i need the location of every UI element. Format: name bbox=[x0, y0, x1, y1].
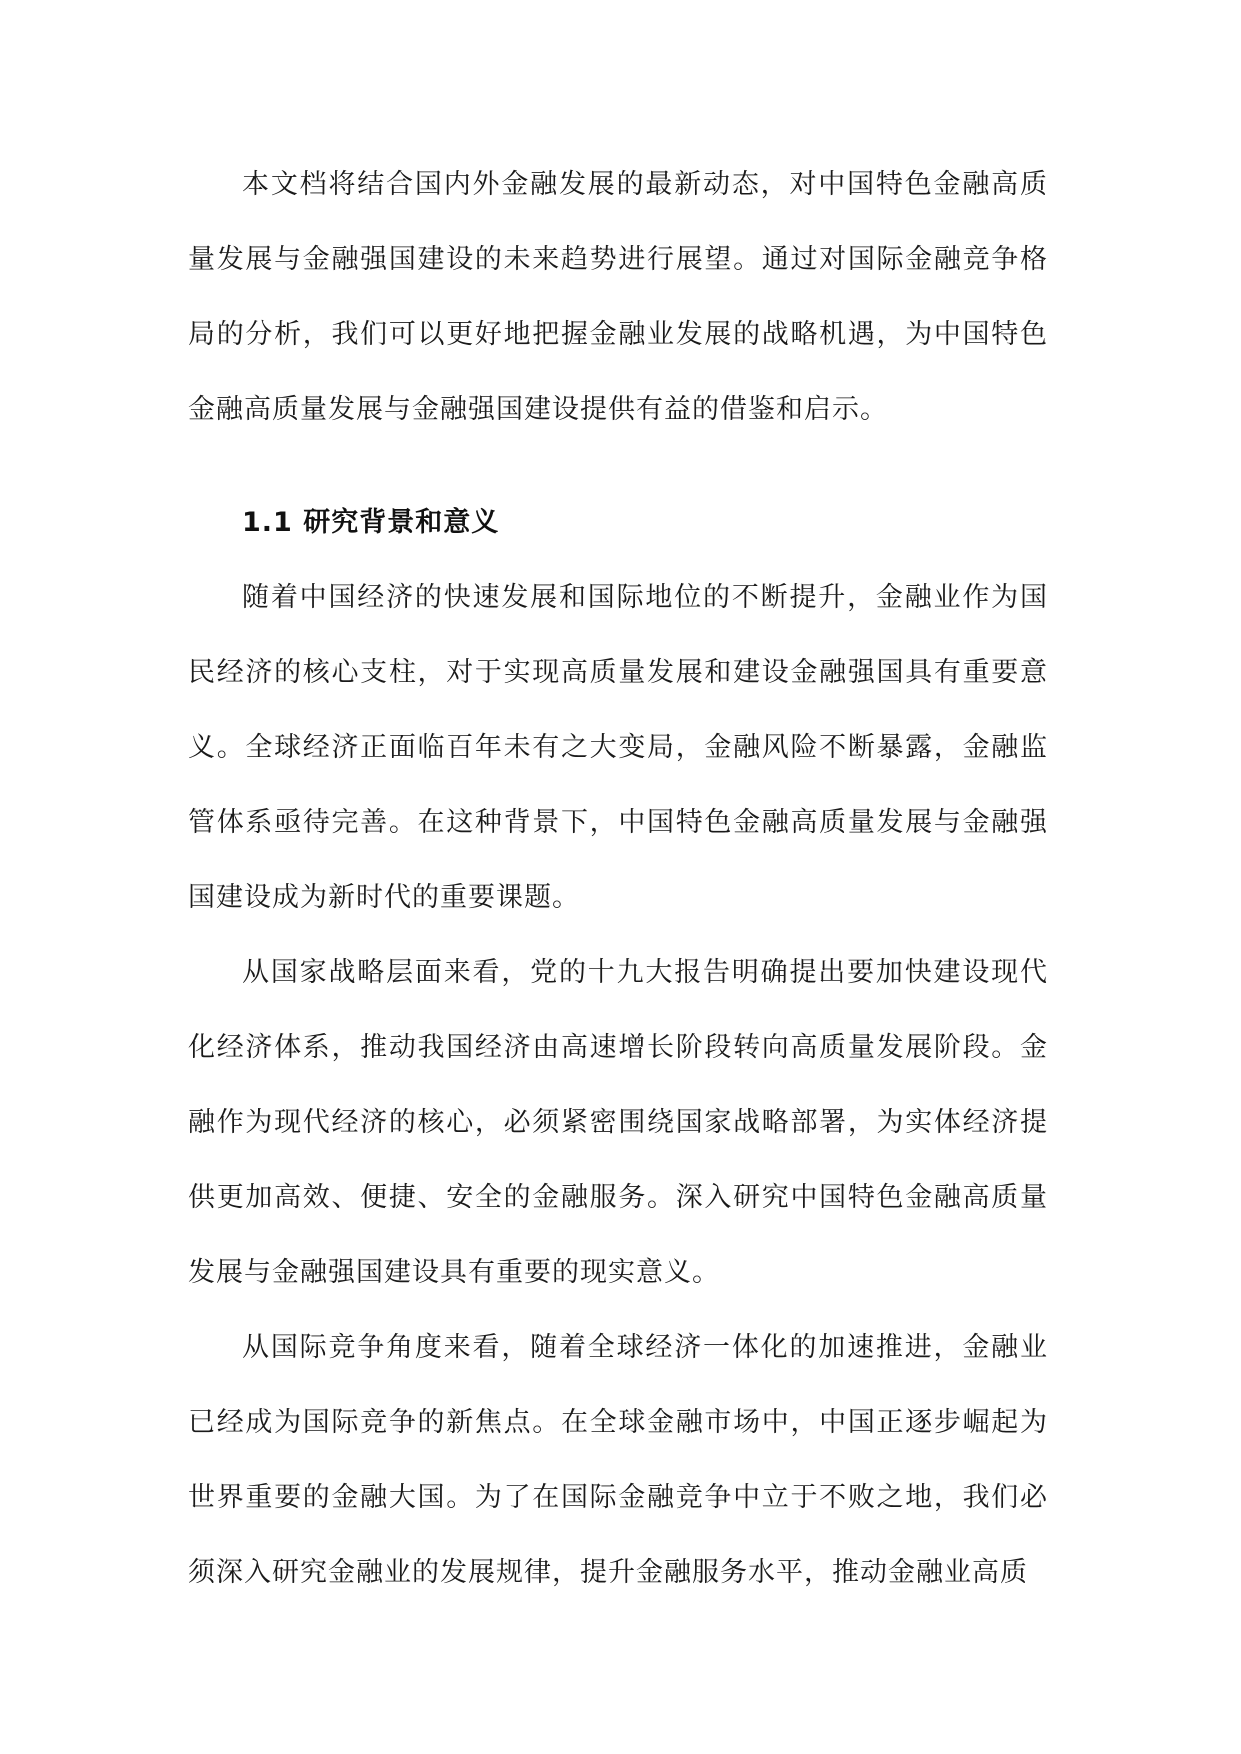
body-paragraph-3: 从国际竞争角度来看，随着全球经济一体化的加速推进，金融业已经成为国际竞争的新焦点。在全球金融市场中，中国正逐步崛起为世界重要的金融大国。为了在国际金融竞争中立于不败之地，我们必须深入研究金融业的发展规律，提升金融服务水平，推动金融业高质 bbox=[188, 1332, 1048, 1588]
intro-paragraph: 本文档将结合国内外金融发展的最新动态，对中国特色金融高质量发展与金融强国建设的未来趋势进行展望。通过对国际金融竞争格局的分析，我们可以更好地把握金融业发展的战略机遇，为中国特色金融高质量发展与金融强国建设提供有益的借鉴和启示。 bbox=[188, 169, 1048, 425]
body-paragraph-1: 随着中国经济的快速发展和国际地位的不断提升，金融业作为国民经济的核心支柱，对于实现高质量发展和建设金融强国具有重要意义。全球经济正面临百年未有之大变局，金融风险不断暴露，金融监管体系亟待完善。在这种背景下，中国特色金融高质量发展与金融强国建设成为新时代的重要课题。 bbox=[188, 582, 1048, 913]
body-paragraph-2: 从国家战略层面来看，党的十九大报告明确提出要加快建设现代化经济体系，推动我国经济由高速增长阶段转向高质量发展阶段。金融作为现代经济的核心，必须紧密围绕国家战略部署，为实体经济提供更加高效、便捷、安全的金融服务。深入研究中国特色金融高质量发展与金融强国建设具有重要的现实意义。 bbox=[188, 957, 1048, 1288]
document-body bbox=[188, 147, 1048, 1610]
section-heading: 1.1 研究背景和意义 bbox=[242, 507, 500, 538]
spacer bbox=[188, 447, 1048, 485]
